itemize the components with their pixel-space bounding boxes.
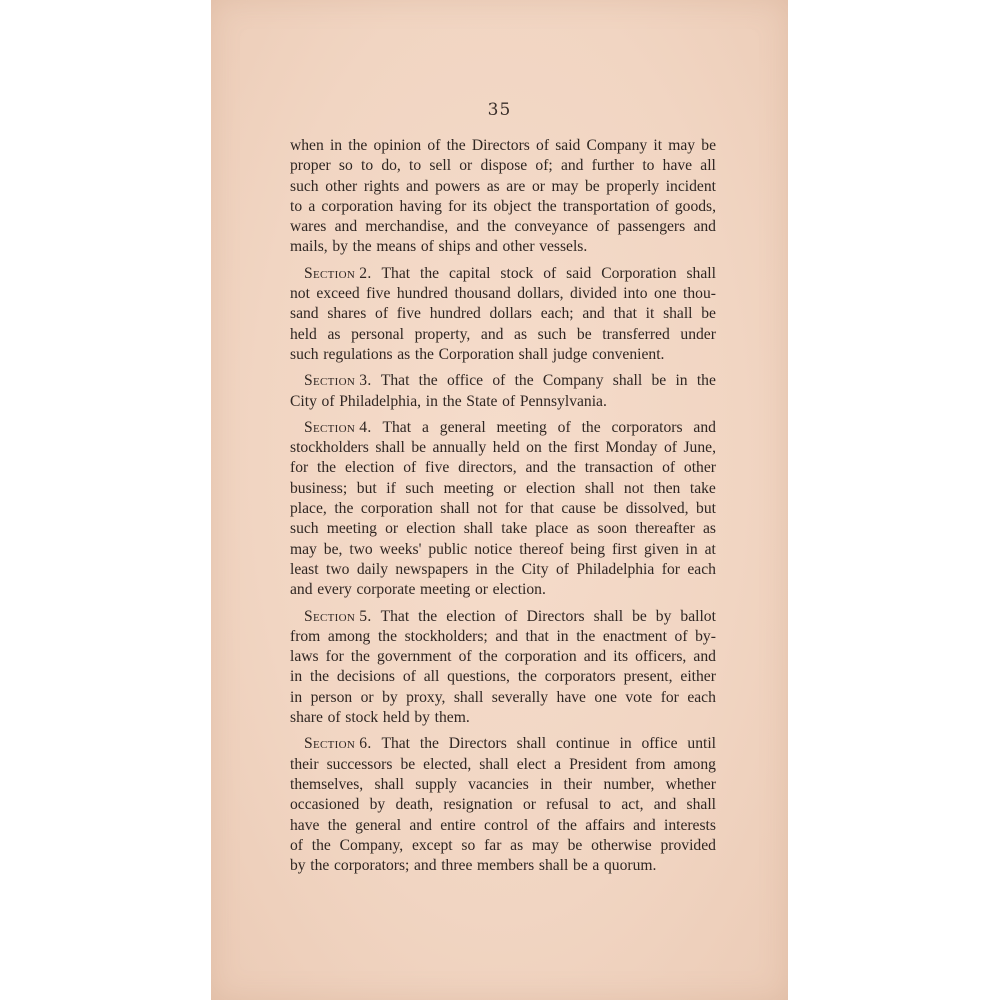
text-line: occasioned by death, resignation or refusal to act, and shall bbox=[290, 796, 716, 814]
text-line: of the Company, except so far as may be otherwise provided bbox=[290, 836, 716, 854]
text-line: Section 3. That the office of the Company shall be in the bbox=[290, 371, 716, 391]
section-heading: Section 3. bbox=[304, 372, 372, 390]
text-line: from among the stockholders; and that in the enactment of by- bbox=[290, 627, 716, 645]
text-line: Section 5. That the election of Directors shall be by ballot bbox=[290, 607, 716, 627]
section-heading: Section 5. bbox=[304, 607, 372, 625]
page-number: 35 bbox=[487, 100, 512, 120]
paragraph bbox=[290, 418, 716, 601]
text-line: wares and merchandise, and the conveyance of passengers and bbox=[290, 218, 716, 236]
text-line: may be, two weeks' public notice thereof being first given in at bbox=[290, 540, 716, 558]
text-line: such regulations as the Corporation shall judge convenient. bbox=[290, 345, 665, 363]
text-line: their successors be elected, shall elect a President from among bbox=[290, 755, 716, 773]
text-line: in person or by proxy, shall severally have one vote for each bbox=[290, 688, 716, 706]
text-line: business; but if such meeting or election shall not then take bbox=[290, 479, 716, 497]
text-line: when in the opinion of the Directors of said Company it may be bbox=[290, 137, 716, 154]
text-line: have the general and entire control of the affairs and interests bbox=[290, 816, 716, 834]
text-line: for the election of five directors, and the transaction of other bbox=[290, 459, 716, 477]
section-heading: Section 2. bbox=[304, 264, 372, 282]
text-line: Section 2. That the capital stock of said Corporation shall bbox=[290, 264, 716, 284]
paragraph bbox=[290, 734, 716, 876]
text-line: mails, by the means of ships and other vessels. bbox=[290, 238, 588, 256]
text-line: least two daily newspapers in the City of Philadelphia for each bbox=[290, 560, 716, 578]
paragraph bbox=[290, 136, 716, 258]
section-heading: Section 4. bbox=[304, 418, 372, 436]
document-page bbox=[211, 0, 788, 1000]
text-line: Section 4. That a general meeting of the corporators and bbox=[290, 418, 716, 438]
section-heading: Section 6. bbox=[304, 735, 372, 753]
text-line: sand shares of five hundred dollars each; and that it shall be bbox=[290, 305, 716, 323]
paragraph bbox=[290, 607, 716, 729]
text-line: themselves, shall supply vacancies in their number, whether bbox=[290, 775, 716, 793]
text-line: such other rights and powers as are or may be properly incident bbox=[290, 177, 716, 195]
text-line: stockholders shall be annually held on the first Monday of June, bbox=[290, 439, 716, 457]
text-line: City of Philadelphia, in the State of Pennsylvania. bbox=[290, 392, 607, 410]
text-line: Section 6. That the Directors shall continue in office until bbox=[290, 734, 716, 754]
text-line: by the corporators; and three members shall be a quorum. bbox=[290, 857, 657, 875]
text-line: to a corporation having for its object the transportation of goods, bbox=[290, 197, 716, 215]
text-line: in the decisions of all questions, the corporators present, either bbox=[290, 668, 716, 686]
text-line: place, the corporation shall not for that cause be dissolved, but bbox=[290, 500, 716, 518]
text-line: laws for the government of the corporation and its officers, and bbox=[290, 648, 716, 666]
text-line: proper so to do, to sell or dispose of; and further to have all bbox=[290, 157, 716, 175]
text-line: share of stock held by them. bbox=[290, 709, 470, 727]
text-line: held as personal property, and as such be transferred under bbox=[290, 325, 716, 343]
text-line: not exceed five hundred thousand dollars, divided into one thou- bbox=[290, 285, 716, 303]
text-line: and every corporate meeting or election. bbox=[290, 581, 546, 599]
paragraph bbox=[290, 371, 716, 412]
text-line: such meeting or election shall take place as soon thereafter as bbox=[290, 520, 716, 538]
paragraph bbox=[290, 264, 716, 365]
body-text bbox=[290, 136, 716, 876]
